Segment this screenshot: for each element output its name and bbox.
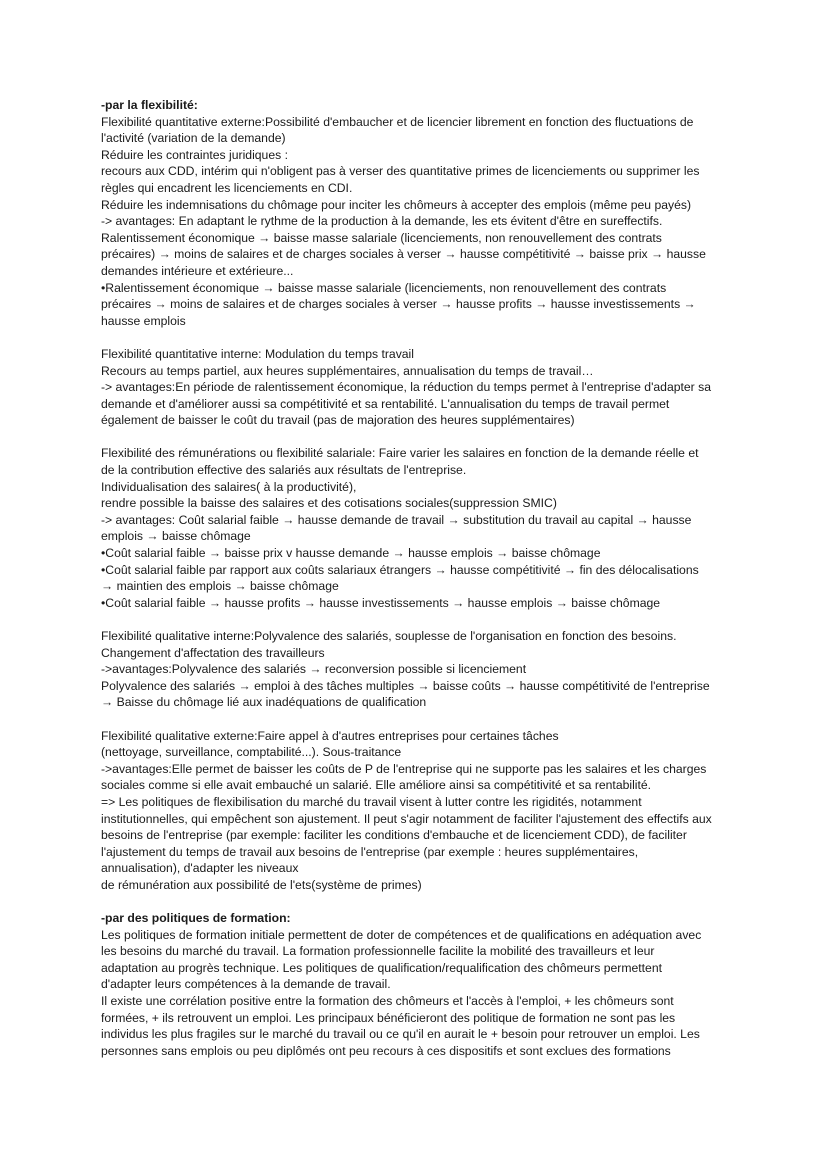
text-line: l'ajustement du temps de travail aux besoins de l'entreprise (par exemple : heures supplémentaires, bbox=[101, 844, 639, 859]
text-line: sociales comme si elle avait embauché un salarié. Elle améliore ainsi sa compétitivité et sa rentabilité. bbox=[101, 778, 652, 793]
paragraph-spacer bbox=[101, 429, 741, 446]
text-line: -> avantages:En période de ralentissement économique, la réduction du temps permet à l'entreprise d'adapter sa bbox=[101, 380, 711, 395]
paragraph-spacer bbox=[101, 711, 741, 728]
paragraph-spacer bbox=[101, 611, 741, 628]
text-line: Il existe une corrélation positive entre la formation des chômeurs et l'accès à l'emploi, + les chômeurs sont bbox=[101, 994, 674, 1009]
text-line: règles qui encadrent les licenciements en CDI. bbox=[101, 180, 353, 195]
text-line: ->avantages:Polyvalence des salariés → reconversion possible si licenciement bbox=[101, 662, 527, 677]
text-line: les besoins du marché du travail. La formation professionnelle facilite la mobilité des travailleurs et leur bbox=[101, 944, 655, 959]
text-line: Flexibilité quantitative externe:Possibilité d'embaucher et de licencier librement en fonction des fluctuations de bbox=[101, 114, 694, 129]
text-line: Recours au temps partiel, aux heures supplémentaires, annualisation du temps de travail… bbox=[101, 363, 594, 378]
text-line: demandes intérieure et extérieure... bbox=[101, 263, 294, 278]
text-line: Ralentissement économique → baisse masse salariale (licenciements, non renouvellement des contrats bbox=[101, 230, 662, 245]
text-line: Flexibilité quantitative interne: Modulation du temps travail bbox=[101, 346, 414, 361]
text-line: => Les politiques de flexibilisation du marché du travail visent à lutter contre les rigidités, notamment bbox=[101, 794, 642, 809]
text-line: l'activité (variation de la demande) bbox=[101, 131, 286, 146]
paragraph-spacer bbox=[101, 329, 741, 346]
text-line: ->avantages:Elle permet de baisser les coûts de P de l'entreprise qui ne supporte pas les salaires et les charges bbox=[101, 761, 707, 776]
text-line: Flexibilité qualitative interne:Polyvalence des salariés, souplesse de l'organisation en fonction des besoins. bbox=[101, 629, 677, 643]
text-line: •Coût salarial faible → baisse prix v hausse demande → hausse emplois → baisse chômage bbox=[101, 546, 601, 561]
text-line: hausse emplois bbox=[101, 313, 186, 328]
text-line: d'adapter leurs compétences à la demande de travail. bbox=[101, 977, 391, 992]
text-line: •Coût salarial faible par rapport aux coûts salariaux étrangers → hausse compétitivité → fin des délocalisations bbox=[101, 562, 699, 577]
text-line: également de baisser le coût du travail (pas de majoration des heures supplémentaires) bbox=[101, 413, 575, 428]
text-line: de rémunération aux possibilité de l'ets(système de primes) bbox=[101, 877, 422, 892]
text-line: annualisation), d'adapter les niveaux bbox=[101, 861, 299, 876]
text-line: précaires → moins de salaires et de charges sociales à verser → hausse profits → hausse investissements → bbox=[101, 297, 696, 312]
text-line: Flexibilité qualitative externe:Faire appel à d'autres entreprises pour certaines tâches bbox=[101, 728, 559, 743]
paragraph-spacer bbox=[101, 894, 741, 911]
text-line: Changement d'affectation des travailleurs bbox=[101, 645, 325, 660]
text-line: de la contribution effective des salariés aux résultats de l'entreprise. bbox=[101, 463, 467, 478]
text-line: -> avantages: En adaptant le rythme de la production à la demande, les ets évitent d'être en sureffectifs. bbox=[101, 214, 663, 229]
text-line: personnes sans emplois ou peu diplômés ont peu recours à ces dispositifs et sont exclues des formations bbox=[101, 1043, 671, 1058]
text-line: emplois → baisse chômage bbox=[101, 529, 251, 544]
document-body bbox=[101, 97, 741, 1059]
text-line: Les politiques de formation initiale permettent de doter de compétences et de qualifications en adéquation avec bbox=[101, 927, 702, 942]
text-line: Réduire les contraintes juridiques : bbox=[101, 147, 288, 162]
text-line: (nettoyage, surveillance, comptabilité...). Sous-traitance bbox=[101, 745, 402, 760]
text-line: adaptation au progrès technique. Les politiques de qualification/requalification des chômeurs permettent bbox=[101, 960, 662, 975]
text-line: formées, + ils retrouvent un emploi. Les principaux bénéficieront des politique de formation ne sont pas les bbox=[101, 1010, 676, 1025]
text-line: -> avantages: Coût salarial faible → hausse demande de travail → substitution du travail au capital → hausse bbox=[101, 512, 692, 527]
text-line: → Baisse du chômage lié aux inadéquations de qualification bbox=[101, 695, 427, 710]
text-line: besoins de l'entreprise (par exemple: faciliter les conditions d'embauche et de licenciement CDD), de faciliter bbox=[101, 828, 687, 843]
text-line: individus les plus fragiles sur le marché du travail ou ce qu'il en aurait le + besoin pour retrouver un emploi. Les bbox=[101, 1027, 700, 1042]
text-line: •Coût salarial faible → hausse profits → hausse investissements → hausse emplois → baisse chômage bbox=[101, 595, 661, 610]
text-line: recours aux CDD, intérim qui n'obligent pas à verser des quantitative primes de licenciements ou supprimer les bbox=[101, 164, 700, 179]
text-line: précaires) → moins de salaires et de charges sociales à verser → hausse compétitivité → baisse prix → hausse bbox=[101, 247, 706, 262]
text-line: institutionnelles, qui empêchent son ajustement. Il peut s'agir notamment de faciliter l'ajustement des effectifs aux bbox=[101, 811, 712, 826]
section-heading: -par la flexibilité: bbox=[101, 98, 198, 112]
text-line: → maintien des emplois → baisse chômage bbox=[101, 579, 339, 594]
text-line: demande et d'améliorer aussi sa compétitivité et sa rentabilité. L'annualisation du temps de travail permet bbox=[101, 396, 670, 411]
text-line: Individualisation des salaires( à la productivité), bbox=[101, 479, 357, 494]
text-line: rendre possible la baisse des salaires et des cotisations sociales(suppression SMIC) bbox=[101, 496, 557, 511]
text-line: Polyvalence des salariés → emploi à des tâches multiples → baisse coûts → hausse compétitivité de l'entreprise bbox=[101, 678, 710, 693]
text-line: •Ralentissement économique → baisse masse salariale (licenciements, non renouvellement des contrats bbox=[101, 280, 667, 295]
text-line: Réduire les indemnisations du chômage pour inciter les chômeurs à accepter des emplois (même peu payés) bbox=[101, 197, 692, 212]
section-heading: -par des politiques de formation: bbox=[101, 911, 291, 926]
text-line: Flexibilité des rémunérations ou flexibilité salariale: Faire varier les salaires en fonction de la demande réelle et bbox=[101, 446, 699, 461]
